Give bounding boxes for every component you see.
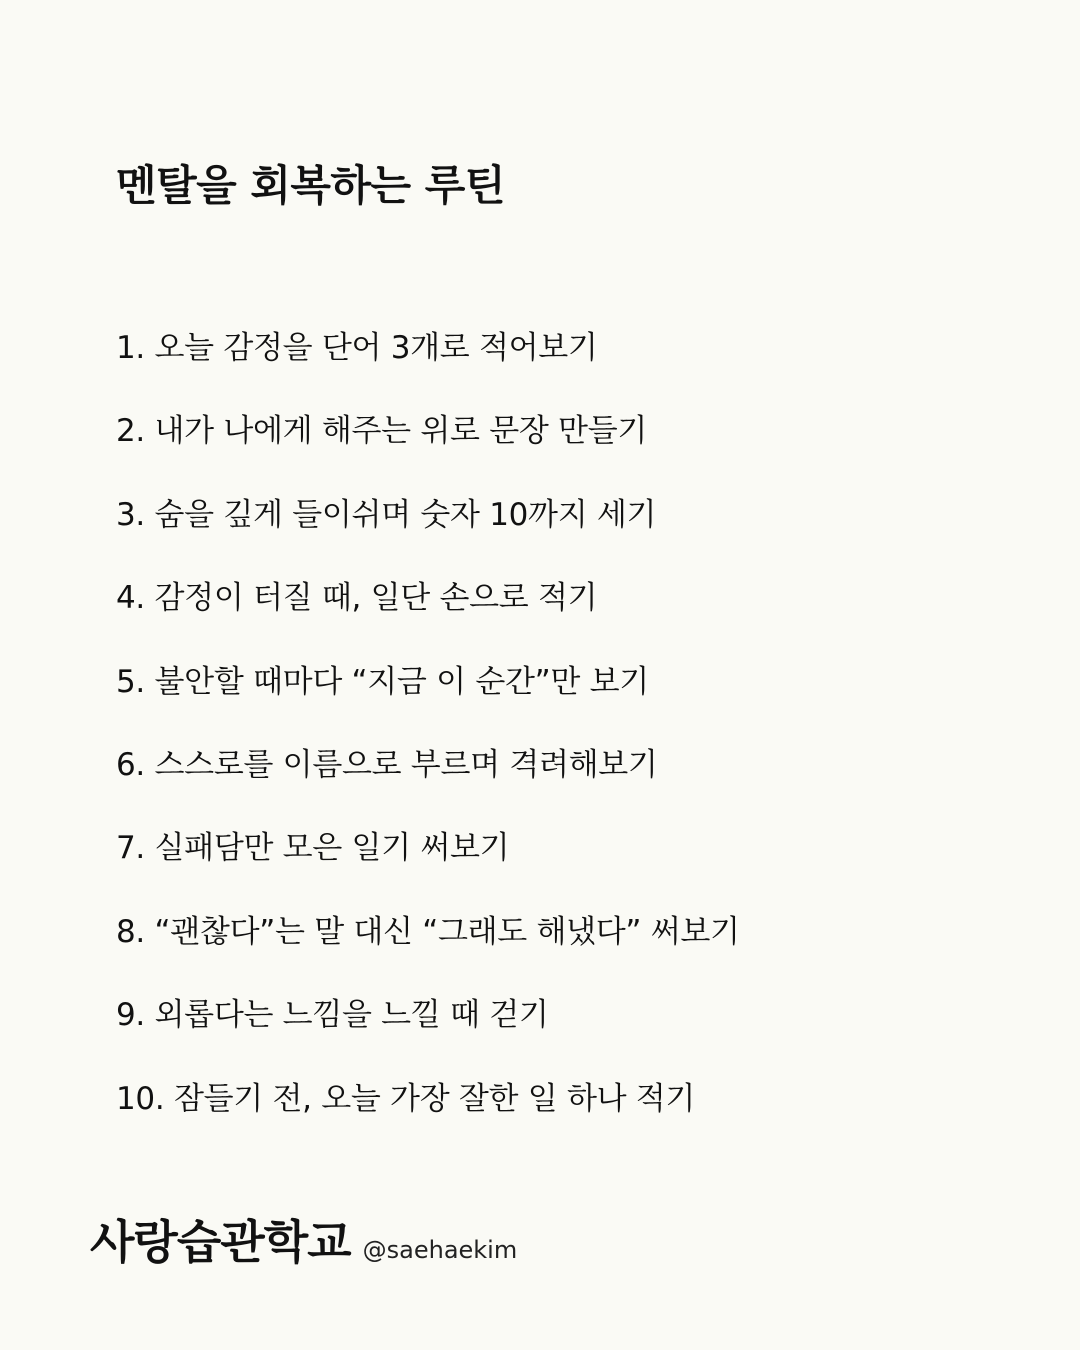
routine-item: 2. 내가 나에게 해주는 위로 문장 만들기 bbox=[116, 413, 647, 450]
routine-item: 10. 잠들기 전, 오늘 가장 잘한 일 하나 적기 bbox=[116, 1080, 696, 1117]
routine-item: 8. “괜찮다”는 말 대신 “그래도 해냈다” 써보기 bbox=[116, 913, 740, 950]
page-title: 멘탈을 회복하는 루틴 bbox=[116, 161, 505, 210]
account-handle: @saehaekim bbox=[362, 1236, 518, 1264]
routine-item: 6. 스스로를 이름으로 부르며 격려해보기 bbox=[116, 746, 658, 783]
routine-item: 7. 실패담만 모은 일기 써보기 bbox=[116, 830, 510, 867]
routine-item: 9. 외롭다는 느낌을 느낄 때 걷기 bbox=[116, 997, 549, 1034]
routine-item: 3. 숨을 깊게 들이쉬며 숫자 10까지 세기 bbox=[116, 496, 657, 533]
footer bbox=[90, 1210, 517, 1274]
routine-list bbox=[116, 318, 740, 1152]
routine-item: 4. 감정이 터질 때, 일단 손으로 적기 bbox=[116, 580, 598, 617]
routine-item: 5. 불안할 때마다 “지금 이 순간”만 보기 bbox=[116, 663, 649, 700]
brand-name: 사랑습관학교 bbox=[90, 1215, 351, 1269]
routine-item: 1. 오늘 감정을 단어 3개로 적어보기 bbox=[116, 330, 598, 366]
